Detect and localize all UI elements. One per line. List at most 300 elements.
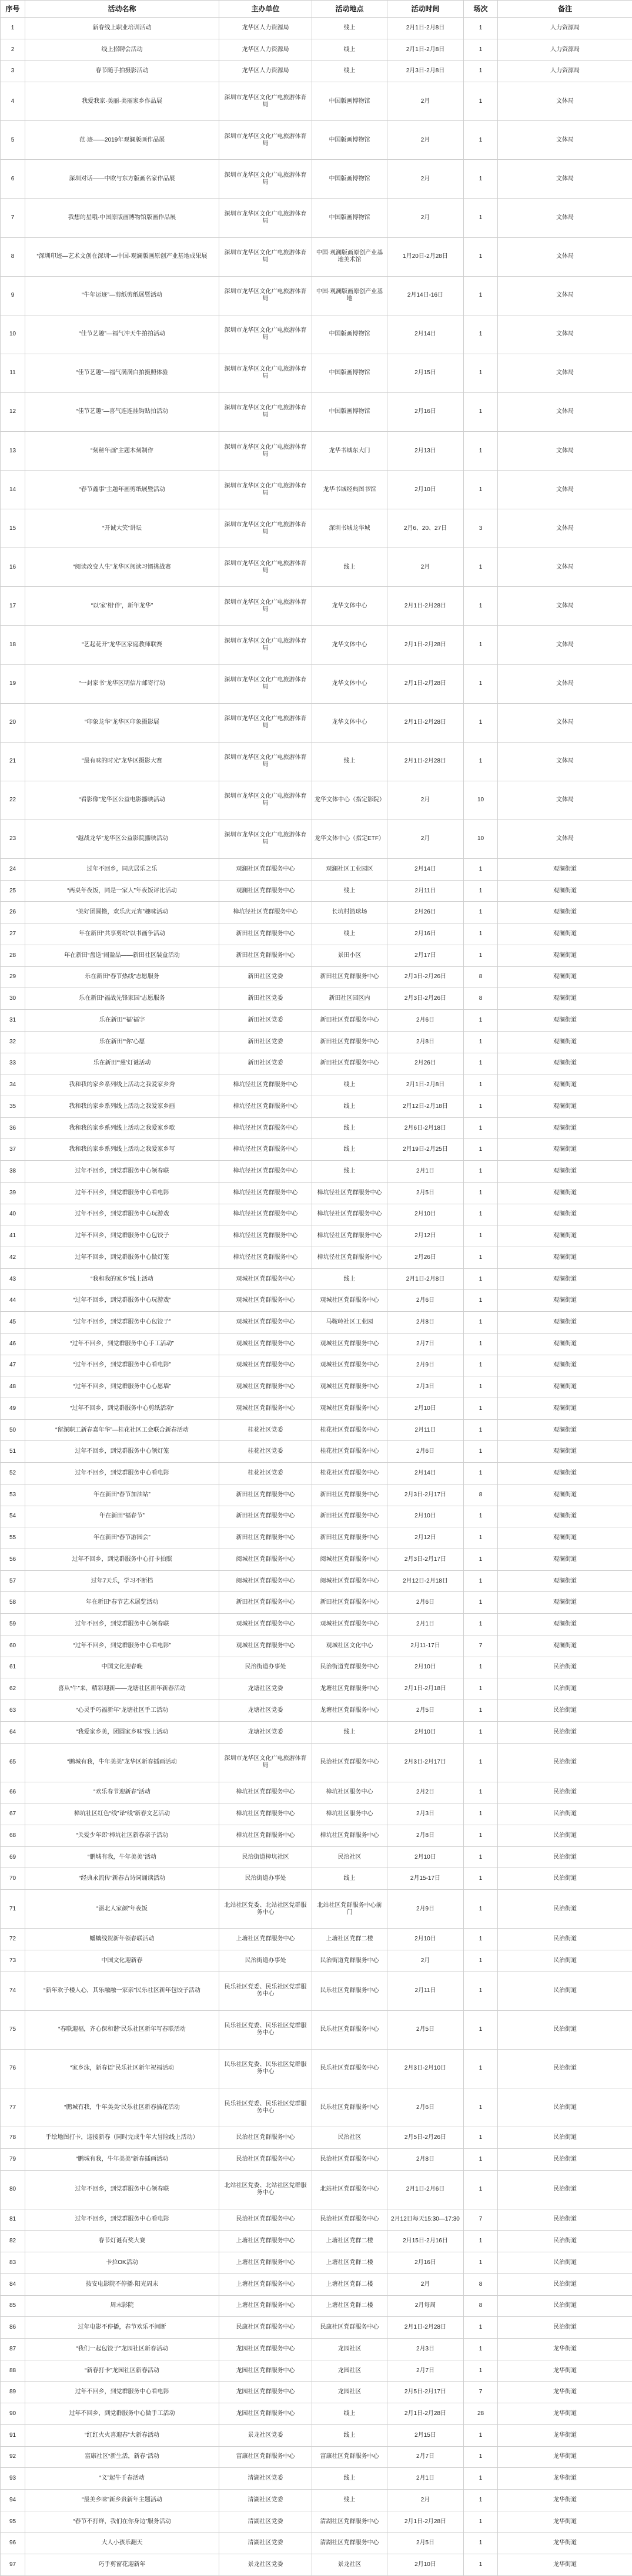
cell-remarks: 民治街道 (498, 1825, 632, 1847)
cell-event-time: 2月11-17日 (387, 1635, 464, 1657)
cell-remarks: 观澜街道 (498, 1592, 632, 1614)
cell-remarks: 民治街道 (498, 2049, 632, 2088)
cell-event-name: 我和我的家乡系列线上活动之我爱家乡写 (25, 1139, 219, 1161)
cell-serial-number: 67 (1, 1803, 25, 1825)
table-row (1, 548, 632, 587)
cell-organizer: 深圳市龙华区文化广电旅游体育局 (219, 237, 312, 276)
cell-serial-number: 42 (1, 1247, 25, 1268)
cell-serial-number: 62 (1, 1678, 25, 1700)
table-row (1, 1890, 632, 1929)
table-row (1, 1096, 632, 1117)
cell-event-time: 2月3日-2月17日 (387, 1743, 464, 1782)
cell-serial-number: 59 (1, 1614, 25, 1635)
cell-event-time: 2月1日-2月8日 (387, 1074, 464, 1096)
cell-event-name: 周末影院 (25, 2295, 219, 2317)
cell-venue: 景龙社区 (312, 2554, 387, 2576)
cell-organizer: 深圳市龙华区文化广电旅游体育局 (219, 587, 312, 626)
cell-event-name: 年在新田“共享剪纸”以书画争活动 (25, 923, 219, 945)
cell-remarks: 观澜街道 (498, 1419, 632, 1441)
table-row (1, 1247, 632, 1268)
cell-event-time: 2月1日-2月28日 (387, 742, 464, 781)
cell-serial-number: 85 (1, 2295, 25, 2317)
cell-remarks: 文体局 (498, 432, 632, 471)
cell-event-name: “关爱少年郎”樟坑社区新春亲子活动 (25, 1825, 219, 1847)
cell-serial-number: 81 (1, 2209, 25, 2231)
cell-remarks: 民治街道 (498, 2010, 632, 2049)
table-row (1, 1117, 632, 1139)
cell-organizer: 景龙社区党委 (219, 2424, 312, 2446)
cell-event-name: “家乡泳，新春语”民乐社区新年祝福活动 (25, 2049, 219, 2088)
cell-serial-number: 16 (1, 548, 25, 587)
cell-sessions: 1 (464, 1312, 498, 1334)
cell-sessions: 8 (464, 2273, 498, 2295)
cell-event-name: 中国文化迎新春 (25, 1950, 219, 1972)
cell-event-time: 2月26日 (387, 1247, 464, 1268)
cell-serial-number: 1 (1, 18, 25, 39)
cell-sessions: 1 (464, 1268, 498, 1290)
cell-event-name: “阅读改变人生”龙华区阅读习惯挑战赛 (25, 548, 219, 587)
cell-serial-number: 55 (1, 1527, 25, 1549)
cell-serial-number: 95 (1, 2511, 25, 2533)
cell-sessions: 1 (464, 2127, 498, 2149)
table-row (1, 626, 632, 664)
cell-sessions: 1 (464, 2170, 498, 2209)
table-row (1, 471, 632, 509)
cell-event-name: 过年不回乡，到党群服务中心打卡拍照 (25, 1549, 219, 1571)
cell-sessions: 1 (464, 902, 498, 923)
cell-organizer: 新田社区党群服务中心 (219, 1484, 312, 1506)
cell-sessions: 1 (464, 923, 498, 945)
cell-venue: 龙华书城东大门 (312, 432, 387, 471)
cell-organizer: 民乐社区党委、民乐社区党群服务中心 (219, 2049, 312, 2088)
cell-event-time: 2月10日 (387, 1721, 464, 1743)
cell-event-name: “欢乐春节迎新春”活动 (25, 1782, 219, 1803)
cell-remarks: 民治街道 (498, 1972, 632, 2010)
cell-sessions: 1 (464, 1204, 498, 1225)
cell-venue: 民乐社区党群服务中心 (312, 2049, 387, 2088)
cell-event-time: 2月1日-2月28日 (387, 2403, 464, 2425)
cell-event-time: 2月16日 (387, 923, 464, 945)
cell-event-time: 2月10日 (387, 1657, 464, 1678)
table-row (1, 121, 632, 160)
cell-serial-number: 15 (1, 509, 25, 548)
cell-serial-number: 70 (1, 1868, 25, 1890)
cell-venue: 观城社区文化中心 (312, 1635, 387, 1657)
table-row (1, 966, 632, 988)
cell-event-time: 2月5日 (387, 1700, 464, 1722)
cell-remarks: 民治街道 (498, 2231, 632, 2252)
cell-remarks: 龙华街道 (498, 2511, 632, 2533)
cell-event-time: 2月10日 (387, 2554, 464, 2576)
cell-organizer: 新田社区党委 (219, 1010, 312, 1032)
table-row (1, 1721, 632, 1743)
cell-event-time: 2月3日-2月26日 (387, 988, 464, 1010)
cell-event-name: 年在新田“福春节” (25, 1506, 219, 1527)
cell-remarks: 文体局 (498, 199, 632, 237)
cell-event-time: 2月6日 (387, 1592, 464, 1614)
cell-event-time: 2月8日 (387, 1312, 464, 1334)
cell-event-time: 2月12日-2月18日 (387, 1096, 464, 1117)
table-row (1, 2127, 632, 2149)
cell-organizer: 深圳市龙华区文化广电旅游体育局 (219, 354, 312, 392)
table-row (1, 1825, 632, 1847)
cell-venue: 线上 (312, 2489, 387, 2511)
cell-organizer: 清湖社区党委 (219, 2511, 312, 2533)
cell-remarks: 文体局 (498, 703, 632, 742)
table-row (1, 160, 632, 199)
cell-organizer: 樟坑径社区党群服务中心 (219, 1161, 312, 1183)
cell-sessions: 1 (464, 18, 498, 39)
cell-event-time: 2月1日-2月8日 (387, 1268, 464, 1290)
cell-serial-number: 83 (1, 2252, 25, 2274)
cell-event-name: 范·迹——2019年观澜版画作品展 (25, 121, 219, 160)
table-row (1, 1376, 632, 1398)
cell-sessions: 1 (464, 1782, 498, 1803)
table-row (1, 509, 632, 548)
cell-sessions: 1 (464, 392, 498, 431)
cell-organizer: 新田社区党委 (219, 1031, 312, 1053)
cell-organizer: 樟坑径社区党群服务中心 (219, 1074, 312, 1096)
cell-venue: 新田社区党群服务中心 (312, 1010, 387, 1032)
cell-serial-number: 10 (1, 315, 25, 354)
cell-event-name: 过年电影不停播，春节欢乐不间断 (25, 2317, 219, 2339)
cell-event-name: 过年不回乡，到党群服务中心玩游戏 (25, 1204, 219, 1225)
cell-venue: 中国·观澜版画原创产业基地美术馆 (312, 237, 387, 276)
cell-event-time: 2月10日 (387, 471, 464, 509)
cell-event-name: “看影像”龙华区公益电影播映活动 (25, 781, 219, 820)
cell-event-name: 过年不回乡，到党群服务中心看电影 (25, 2209, 219, 2231)
cell-venue: 龙华书城经典图书馆 (312, 471, 387, 509)
cell-serial-number: 77 (1, 2088, 25, 2127)
cell-venue: 桂花社区党群服务中心 (312, 1441, 387, 1463)
table-row (1, 923, 632, 945)
cell-venue: 线上 (312, 39, 387, 61)
cell-serial-number: 84 (1, 2273, 25, 2295)
cell-serial-number: 9 (1, 276, 25, 315)
cell-event-name: 新春线上职业培训活动 (25, 18, 219, 39)
cell-event-name: 线上招聘会活动 (25, 39, 219, 61)
table-row (1, 1743, 632, 1782)
cell-sessions: 1 (464, 626, 498, 664)
cell-venue: 观城社区党群服务中心 (312, 1333, 387, 1355)
cell-venue: 樟坑径社区党群服务中心 (312, 1247, 387, 1268)
cell-event-time: 2月8日 (387, 2148, 464, 2170)
cell-serial-number: 7 (1, 199, 25, 237)
cell-sessions: 1 (464, 1657, 498, 1678)
cell-event-time: 2月10日 (387, 1398, 464, 1420)
table-row (1, 2338, 632, 2360)
cell-serial-number: 45 (1, 1312, 25, 1334)
cell-remarks: 龙华街道 (498, 2533, 632, 2554)
cell-organizer: 深圳市龙华区文化广电旅游体育局 (219, 392, 312, 431)
cell-remarks: 龙华街道 (498, 2446, 632, 2468)
cell-event-name: 过年不回乡，到党群服务中心看电影 (25, 1182, 219, 1204)
cell-sessions: 1 (464, 1803, 498, 1825)
table-row (1, 1074, 632, 1096)
cell-organizer: 阅城社区党群服务中心 (219, 1549, 312, 1571)
cell-event-name: “义”起牛千春活动 (25, 2468, 219, 2490)
cell-serial-number: 20 (1, 703, 25, 742)
cell-event-time: 2月12日-2月18日 (387, 1570, 464, 1592)
cell-organizer: 樟坑径社区党群服务中心 (219, 1247, 312, 1268)
cell-organizer: 新田社区党群服务中心 (219, 923, 312, 945)
header-organizer: 主办单位 (219, 1, 312, 18)
cell-event-time: 2月6日 (387, 1441, 464, 1463)
cell-venue: 景田小区 (312, 945, 387, 966)
header-venue: 活动地点 (312, 1, 387, 18)
cell-event-time: 2月16日 (387, 392, 464, 431)
cell-serial-number: 4 (1, 82, 25, 121)
cell-remarks: 民治街道 (498, 2273, 632, 2295)
cell-remarks: 观澜街道 (498, 1549, 632, 1571)
header-serial-number: 序号 (1, 1, 25, 18)
cell-remarks: 观澜街道 (498, 1268, 632, 1290)
cell-sessions: 1 (464, 859, 498, 881)
cell-remarks: 观澜街道 (498, 966, 632, 988)
cell-venue: 观城社区党群服务中心 (312, 1398, 387, 1420)
table-row (1, 354, 632, 392)
table-row (1, 880, 632, 902)
cell-sessions: 1 (464, 1074, 498, 1096)
table-row (1, 1678, 632, 1700)
cell-serial-number: 94 (1, 2489, 25, 2511)
cell-sessions: 1 (464, 1527, 498, 1549)
cell-remarks: 文体局 (498, 471, 632, 509)
cell-organizer: 景龙社区党委 (219, 2554, 312, 2576)
cell-serial-number: 34 (1, 1074, 25, 1096)
cell-event-time: 2月1日-2月28日 (387, 626, 464, 664)
cell-sessions: 1 (464, 2231, 498, 2252)
cell-serial-number: 63 (1, 1700, 25, 1722)
cell-organizer: 龙园社区党群服务中心 (219, 2382, 312, 2403)
cell-event-time: 2月15日 (387, 2424, 464, 2446)
table-row (1, 2148, 632, 2170)
cell-sessions: 1 (464, 945, 498, 966)
cell-serial-number: 50 (1, 1419, 25, 1441)
cell-venue: 桂花社区党群服务中心 (312, 1419, 387, 1441)
cell-event-name: “过年不回乡，到党群服务中心包饺子” (25, 1312, 219, 1334)
cell-sessions: 8 (464, 988, 498, 1010)
cell-event-time: 2月12日 (387, 1225, 464, 1247)
cell-venue: 阅城社区党群服务中心 (312, 1549, 387, 1571)
cell-event-time: 2月1日-2月28日 (387, 587, 464, 626)
cell-organizer: 深圳市龙华区文化广电旅游体育局 (219, 703, 312, 742)
cell-organizer: 民治街道办事处 (219, 1868, 312, 1890)
cell-event-name: “佳节艺趣”—福气冲天牛拍拍活动 (25, 315, 219, 354)
cell-remarks: 观澜街道 (498, 1614, 632, 1635)
cell-serial-number: 27 (1, 923, 25, 945)
cell-sessions: 1 (464, 160, 498, 199)
cell-event-time: 2月5日-2月17日 (387, 2382, 464, 2403)
cell-remarks: 民治街道 (498, 1678, 632, 1700)
cell-serial-number: 91 (1, 2424, 25, 2446)
cell-event-name: “鹏城有我，牛年美美”新春插画活动 (25, 2148, 219, 2170)
cell-organizer: 新田社区党委 (219, 1053, 312, 1074)
table-row (1, 1139, 632, 1161)
cell-organizer: 深圳市龙华区文化广电旅游体育局 (219, 1743, 312, 1782)
table-row (1, 781, 632, 820)
cell-remarks: 观澜街道 (498, 1139, 632, 1161)
cell-sessions: 1 (464, 1161, 498, 1183)
cell-organizer: 深圳市龙华区文化广电旅游体育局 (219, 432, 312, 471)
cell-remarks: 民治街道 (498, 2148, 632, 2170)
cell-venue: 观城社区党群服务中心 (312, 1355, 387, 1376)
cell-organizer: 樟坑径社区党群服务中心 (219, 902, 312, 923)
cell-remarks: 观澜街道 (498, 1096, 632, 1117)
cell-event-time: 2月15日 (387, 354, 464, 392)
cell-event-time: 2月1日-2月8日 (387, 39, 464, 61)
cell-remarks: 文体局 (498, 820, 632, 858)
cell-sessions: 7 (464, 1635, 498, 1657)
cell-sessions: 1 (464, 121, 498, 160)
cell-venue: 民治街道党群服务中心 (312, 1657, 387, 1678)
cell-event-time: 2月1日-2月18日 (387, 1678, 464, 1700)
cell-serial-number: 54 (1, 1506, 25, 1527)
cell-remarks: 观澜街道 (498, 945, 632, 966)
cell-venue: 阅城社区党群服务中心 (312, 1570, 387, 1592)
cell-event-name: “鹏城有我，牛年美美”民乐社区新春插花活动 (25, 2088, 219, 2127)
cell-venue: 线上 (312, 2403, 387, 2425)
cell-organizer: 龙华区人力资源局 (219, 39, 312, 61)
cell-sessions: 1 (464, 1225, 498, 1247)
cell-remarks: 民治街道 (498, 1890, 632, 1929)
table-row (1, 2088, 632, 2127)
cell-serial-number: 36 (1, 1117, 25, 1139)
cell-event-name: 过年不回乡，到党群服务中心做手工活动 (25, 2403, 219, 2425)
cell-serial-number: 75 (1, 2010, 25, 2049)
cell-organizer: 观澜社区党群服务中心 (219, 859, 312, 881)
cell-event-name: 春节随手拍摄影活动 (25, 61, 219, 82)
cell-remarks: 观澜街道 (498, 1463, 632, 1485)
cell-serial-number: 89 (1, 2382, 25, 2403)
cell-event-time: 2月 (387, 781, 464, 820)
cell-organizer: 上塘社区党群服务中心 (219, 2295, 312, 2317)
cell-event-name: 我爱我家·美丽·美丽家乡作品展 (25, 82, 219, 121)
cell-serial-number: 40 (1, 1204, 25, 1225)
cell-sessions: 1 (464, 2252, 498, 2274)
cell-event-name: 乐在新田“‘慈’灯谜活动 (25, 1053, 219, 1074)
cell-sessions: 1 (464, 1419, 498, 1441)
header-event-time: 活动时间 (387, 1, 464, 18)
cell-organizer: 樟坑径社区党群服务中心 (219, 1096, 312, 1117)
cell-event-name: 过年7天乐，学习不断档 (25, 1570, 219, 1592)
cell-remarks: 观澜街道 (498, 1204, 632, 1225)
table-row (1, 859, 632, 881)
cell-venue: 线上 (312, 923, 387, 945)
cell-remarks: 文体局 (498, 548, 632, 587)
table-row (1, 1782, 632, 1803)
cell-event-time: 2月3日-2月10日 (387, 2049, 464, 2088)
cell-event-time: 2月 (387, 2489, 464, 2511)
cell-remarks: 观澜街道 (498, 988, 632, 1010)
cell-event-time: 2月14日 (387, 315, 464, 354)
cell-remarks: 观澜街道 (498, 923, 632, 945)
table-row (1, 2533, 632, 2554)
cell-venue: 富康社区党群服务中心 (312, 2446, 387, 2468)
cell-sessions: 1 (464, 1117, 498, 1139)
cell-sessions: 1 (464, 276, 498, 315)
cell-sessions: 1 (464, 2317, 498, 2339)
cell-organizer: 深圳市龙华区文化广电旅游体育局 (219, 509, 312, 548)
cell-serial-number: 8 (1, 237, 25, 276)
cell-serial-number: 32 (1, 1031, 25, 1053)
table-row (1, 2231, 632, 2252)
cell-organizer: 新田社区党群服务中心 (219, 1506, 312, 1527)
cell-event-name: “春节不打烊，我们在你身边”服务活动 (25, 2511, 219, 2533)
cell-venue: 民康社区党群服务中心 (312, 2317, 387, 2339)
cell-remarks: 观澜街道 (498, 880, 632, 902)
cell-venue: 新田社区党群服务中心 (312, 1031, 387, 1053)
cell-venue: 清湖社区党群服务中心 (312, 2533, 387, 2554)
cell-serial-number: 23 (1, 820, 25, 858)
cell-venue: 龙华文体中心 (312, 626, 387, 664)
cell-event-time: 2月16日 (387, 2252, 464, 2274)
cell-sessions: 1 (464, 315, 498, 354)
cell-sessions: 1 (464, 1506, 498, 1527)
cell-sessions: 1 (464, 199, 498, 237)
cell-event-time: 2月3日-2月8日 (387, 61, 464, 82)
cell-sessions: 1 (464, 1825, 498, 1847)
cell-venue: 线上 (312, 548, 387, 587)
cell-event-name: 中国文化迎春晚 (25, 1657, 219, 1678)
cell-remarks: 民治街道 (498, 2317, 632, 2339)
header-sessions: 场次 (464, 1, 498, 18)
cell-organizer: 清湖社区党委 (219, 2468, 312, 2490)
cell-serial-number: 96 (1, 2533, 25, 2554)
cell-serial-number: 44 (1, 1290, 25, 1312)
cell-event-name: “深圳印迹—艺术文创在深圳”—中国·观澜版画原创产业基地成果展 (25, 237, 219, 276)
table-row (1, 945, 632, 966)
cell-venue: 民治社区 (312, 1846, 387, 1868)
table-row (1, 2010, 632, 2049)
cell-sessions: 1 (464, 2088, 498, 2127)
cell-remarks: 民治街道 (498, 1929, 632, 1950)
cell-venue: 线上 (312, 1139, 387, 1161)
cell-venue: 中国·观澜版画原创产业基地 (312, 276, 387, 315)
cell-venue: 龙华文体中心（指定影院） (312, 781, 387, 820)
cell-event-name: 我想的星哦-中国原版画博物馆版画作品展 (25, 199, 219, 237)
table-row (1, 1290, 632, 1312)
cell-organizer: 龙园社区党群服务中心 (219, 2360, 312, 2382)
cell-venue: 新田社区党群服务中心 (312, 1506, 387, 1527)
cell-remarks: 文体局 (498, 392, 632, 431)
cell-event-time: 2月6日-2月18日 (387, 1117, 464, 1139)
cell-sessions: 1 (464, 703, 498, 742)
cell-event-name: 乐在新田“福战先锋家园”志愿服务 (25, 988, 219, 1010)
cell-event-name: 巧手剪窗花迎新年 (25, 2554, 219, 2576)
cell-event-time: 2月1日-2月28日 (387, 703, 464, 742)
cell-remarks: 文体局 (498, 121, 632, 160)
cell-venue: 桂花社区党群服务中心 (312, 1463, 387, 1485)
cell-organizer: 樟坑径社区党群服务中心 (219, 1204, 312, 1225)
cell-serial-number: 5 (1, 121, 25, 160)
cell-event-name: “过年不回乡，到党群服务中心心愿墙” (25, 1376, 219, 1398)
cell-organizer: 民乐社区党委、民乐社区党群服务中心 (219, 2088, 312, 2127)
cell-event-name: “新春打卡”龙园社区新春活动 (25, 2360, 219, 2382)
cell-remarks: 龙华街道 (498, 2554, 632, 2576)
cell-sessions: 1 (464, 2010, 498, 2049)
cell-serial-number: 51 (1, 1441, 25, 1463)
cell-event-time: 2月2日 (387, 1782, 464, 1803)
cell-organizer: 深圳市龙华区文化广电旅游体育局 (219, 121, 312, 160)
cell-organizer: 深圳市龙华区文化广电旅游体育局 (219, 742, 312, 781)
cell-remarks: 观澜街道 (498, 1570, 632, 1592)
cell-event-time: 2月7日 (387, 2360, 464, 2382)
cell-organizer: 龙塘社区党委 (219, 1678, 312, 1700)
cell-remarks: 民治街道 (498, 2209, 632, 2231)
cell-organizer: 上塘社区党群服务中心 (219, 2273, 312, 2295)
cell-sessions: 1 (464, 880, 498, 902)
